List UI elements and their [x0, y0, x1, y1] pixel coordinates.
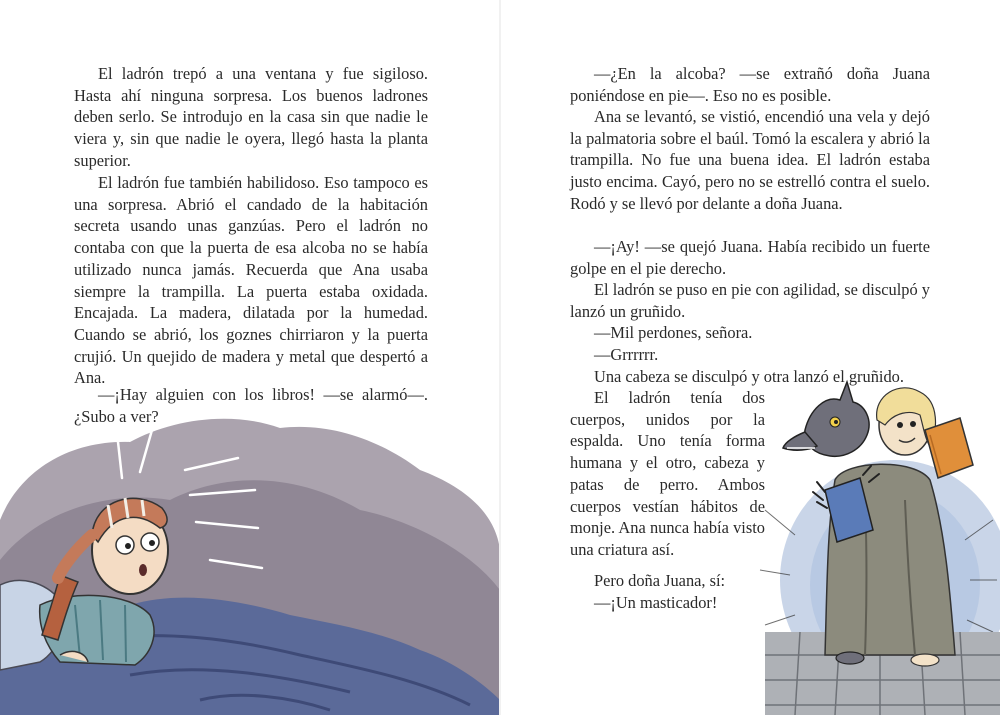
paragraph: —Grrrrrr.: [594, 345, 659, 364]
right-page: [500, 0, 1000, 715]
paragraph: Una cabeza se disculpó y otra lanzó el gruñido.: [594, 367, 904, 386]
paragraph: —¡Un masticador!: [594, 593, 718, 612]
ana-startled-in-bed-illustration: [0, 400, 500, 715]
paragraph: El ladrón tenía dos cuerpos, unidos por la espalda. Uno tenía forma humana y el otro, cabeza y patas de perro. Ambos cuerpos vestían hábitos de monje. Ana nunca había visto una criatura así.: [570, 388, 765, 559]
paragraph: —¡Hay alguien con los libros! —se alarmó—. ¿Subo a ver?: [74, 385, 428, 426]
paragraph: El ladrón trepó a una ventana y fue sigiloso. Hasta ahí ninguna sorpresa. Los buenos ladrones deben serlo. Se introdujo en la casa sin que nadie le viera y, sin que nadie le oyera, llegó hasta la planta superior.: [74, 64, 428, 170]
paragraph: El ladrón se puso en pie con agilidad, se disculpó y lanzó un gruñido.: [570, 280, 930, 321]
paragraph: Pero doña Juana, sí:: [594, 571, 726, 590]
paragraph: —¿En la alcoba? —se extrañó doña Juana poniéndose en pie—. Eso no es posible.: [570, 64, 930, 105]
paragraph: Ana se levantó, se vistió, encendió una vela y dejó la palmatoria sobre el baúl. Tomó la escalera y abrió la trampilla. No fue una buena idea. El ladrón estaba justo encima. Cayó, pero no se estrelló contra el suelo. Rodó y se llevó por delante a doña Juana.: [570, 107, 930, 213]
paragraph: El ladrón fue también habilidoso. Eso tampoco es una sorpresa. Abrió el candado de la habitación secreta usando unas ganzúas. Pero el ladrón no contaba con que la puerta de esa alcoba no se había utilizado nunca jamás. Recuerda que Ana usaba siempre la trampilla. La puerta estaba oxidada. Encajada. La madera, dilatada por la humedad. Cuando se abrió, los goznes chirriaron y la puerta crujió. Un quejido de madera y metal que despertó a Ana.: [74, 173, 428, 388]
two-bodied-thief-and-dona-juana-illustration: [755, 370, 1000, 715]
paragraph: —¡Ay! —se quejó Juana. Había recibido un fuerte golpe en el pie derecho.: [570, 237, 930, 278]
paragraph: —Mil perdones, señora.: [594, 323, 753, 342]
